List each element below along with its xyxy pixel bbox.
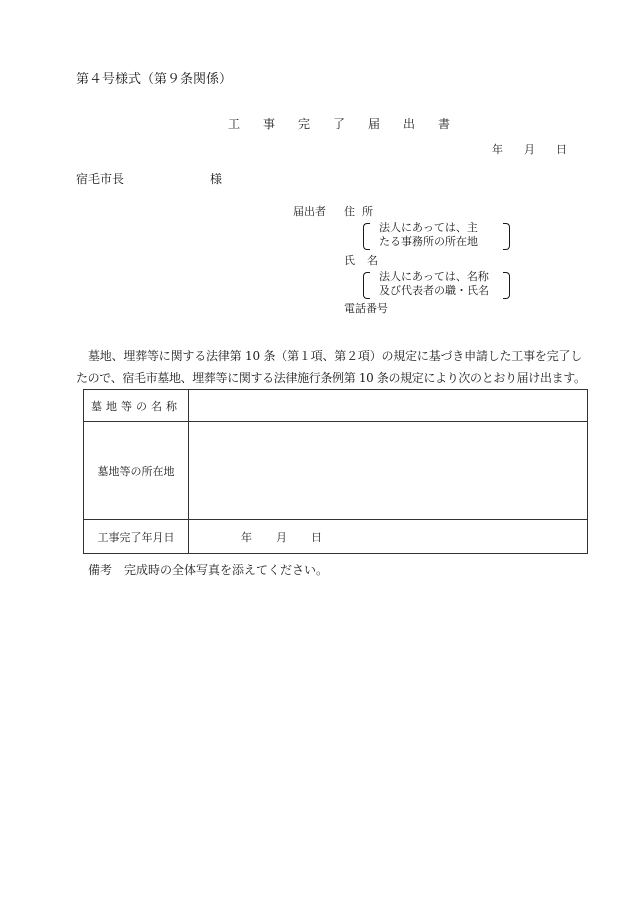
submission-date xyxy=(492,143,588,157)
address-note-bracket-right xyxy=(503,223,510,250)
table-row xyxy=(84,520,588,554)
address-note-bracket-left xyxy=(363,223,370,250)
phone-label: 電話番号 xyxy=(344,302,388,315)
cemetery-location-field[interactable] xyxy=(189,422,588,520)
body-text-line-1: 墓地、埋葬等に関する法律第 10 条（第１項、第２項）の規定に基づき申請した工事を完了し xyxy=(88,349,583,363)
info-table xyxy=(83,389,588,554)
form-number: 第４号様式（第９条関係） xyxy=(76,72,233,87)
name-note-line-2: 及び代表者の職・氏名 xyxy=(379,284,489,297)
date-day-label: 日 xyxy=(556,143,567,156)
table-row xyxy=(84,422,588,520)
name-note-bracket-left xyxy=(363,272,370,299)
cemetery-name-label: 墓地等の名称 xyxy=(84,390,189,422)
completion-date-label: 工事完了年月日 xyxy=(84,520,189,554)
name-note-bracket-right xyxy=(503,272,510,299)
notifier-label: 届出者 xyxy=(293,205,326,218)
completion-date-field[interactable] xyxy=(189,520,588,554)
cemetery-name-field[interactable] xyxy=(189,390,588,422)
remarks-text: 備考 完成時の全体写真を添えてください。 xyxy=(88,563,329,577)
address-label: 住所 xyxy=(344,205,380,218)
table-row xyxy=(84,390,588,422)
completion-year-label: 年 xyxy=(241,530,252,544)
completion-month-label: 月 xyxy=(276,530,287,544)
address-note-line-2: たる事務所の所在地 xyxy=(379,235,478,248)
date-month-label: 月 xyxy=(524,143,535,156)
date-year-label: 年 xyxy=(492,143,503,156)
name-label: 氏名 xyxy=(344,254,390,267)
cemetery-location-label: 墓地等の所在地 xyxy=(84,422,189,520)
completion-day-label: 日 xyxy=(311,530,322,544)
name-note-line-1: 法人にあっては、名称 xyxy=(379,270,489,283)
addressee-suffix: 様 xyxy=(210,172,223,186)
body-text-line-2: たので、宿毛市墓地、埋葬等に関する法律施行条例第 10 条の規定により次のとおり届け出ます。 xyxy=(76,371,586,385)
document-title: 工事完了届出書 xyxy=(228,117,474,131)
addressee-name: 宿毛市長 xyxy=(76,172,125,186)
address-note-line-1: 法人にあっては、主 xyxy=(379,221,478,234)
